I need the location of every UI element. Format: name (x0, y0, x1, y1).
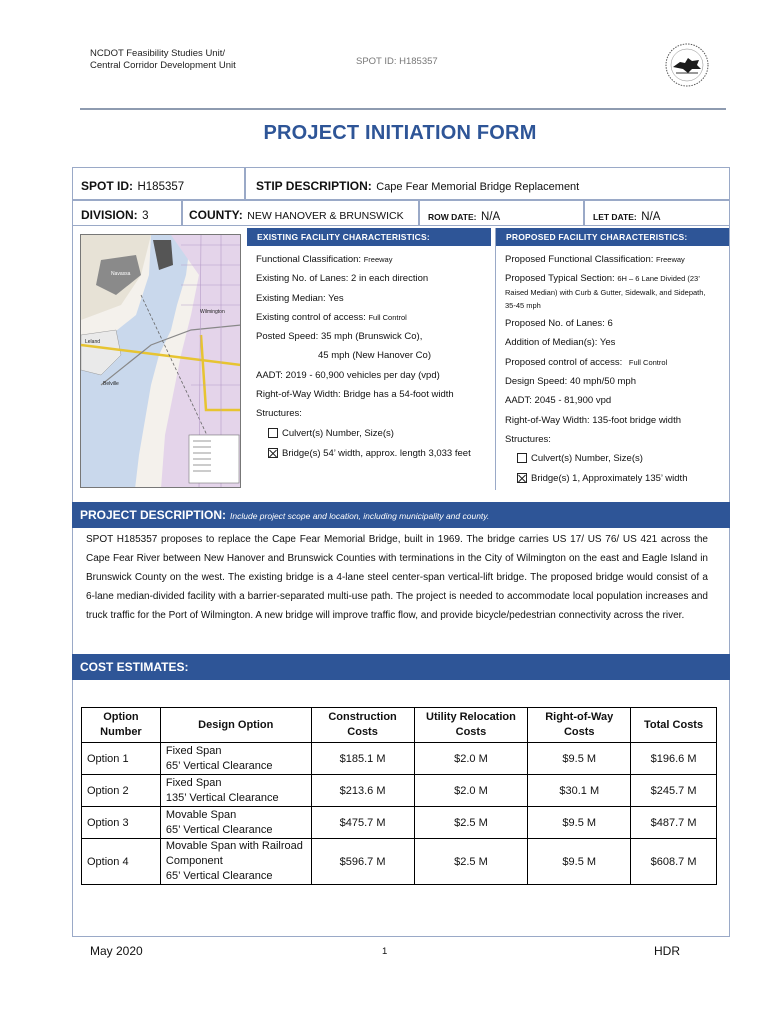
total-cost: $245.7 M (631, 775, 717, 807)
proposed-section-value-3: 35-45 mph (505, 301, 541, 310)
proposed-aadt: AADT: 2045 - 81,900 vpd (505, 395, 612, 406)
utility-cost: $2.0 M (414, 775, 528, 807)
proposed-access (505, 357, 667, 368)
table-row (82, 839, 717, 885)
header-option-number: Option Number (82, 708, 161, 743)
utility-cost: $2.5 M (414, 839, 528, 885)
existing-median: Existing Median: Yes (256, 293, 344, 304)
header-spot-id: SPOT ID: H185357 (356, 56, 438, 67)
proposed-bridge-label: Bridge(s) 1, Approximately 135’ width (531, 473, 688, 484)
proposed-header: PROPOSED FACILITY CHARACTERISTICS: (496, 228, 729, 246)
footer-firm: HDR (654, 944, 680, 958)
proposed-bridge (517, 473, 687, 484)
construction-cost: $475.7 M (311, 807, 414, 839)
header-construction-costs: Construction Costs (311, 708, 414, 743)
existing-access-value: Full Control (368, 313, 407, 322)
row-date-cell (419, 200, 584, 226)
header-design-option: Design Option (160, 708, 311, 743)
option-number: Option 2 (82, 775, 161, 807)
proposed-bridge-checkbox[interactable] (517, 473, 527, 483)
proposed-structures: Structures: (505, 434, 551, 445)
form-title: PROJECT INITIATION FORM (263, 122, 537, 144)
design-option: Movable Span 65’ Vertical Clearance (160, 807, 311, 839)
existing-lanes: Existing No. of Lanes: 2 in each direction (256, 273, 429, 284)
total-cost: $487.7 M (631, 807, 717, 839)
project-description-text: SPOT H185357 proposes to replace the Cape Fear Memorial Bridge, built in 1969. The bridge carries US 17/ US 76/ US 421 across the Cape Fear River between New Hanover and Brunswick Counties with terminations in the City of Wilmington on the east and Eagle Island in Brunswick County on the west. The existing bridge is a 4-lane steel center-span vertical-lift bridge. The proposed bridge would consist of a 6-lane median-divided facility with a barrier-separated multi-use path. The project is needed to accommodate local population increases and truck traffic for the Port of Wilmington. A new bridge will improve traffic flow, and provide bicycle/pedestrian connectivity across the river. (86, 534, 708, 621)
proposed-func-class (505, 254, 685, 265)
construction-cost: $213.6 M (311, 775, 414, 807)
header-rule (80, 108, 726, 110)
existing-structures: Structures: (256, 408, 302, 419)
option-number: Option 3 (82, 807, 161, 839)
design-option: Fixed Span 65’ Vertical Clearance (160, 743, 311, 775)
map-label-leland: Leland (85, 339, 101, 345)
spot-id-label: SPOT ID: (81, 179, 134, 193)
proposed-section-label: Proposed Typical Section: (505, 273, 615, 284)
header-right-of-way-costs: Right-of-Way Costs (528, 708, 631, 743)
header-unit (90, 48, 236, 72)
map-label-wilmington: Wilmington (200, 309, 225, 315)
construction-cost: $185.1 M (311, 743, 414, 775)
right-of-way-cost: $9.5 M (528, 807, 631, 839)
map-graphic (81, 235, 241, 488)
design-option: Movable Span with Railroad Component 65’ Vertical Clearance (160, 839, 311, 885)
existing-bridge-label: Bridge(s) 54’ width, approx. length 3,033 feet (282, 448, 471, 459)
existing-func-class (256, 254, 392, 265)
proposed-median: Addition of Median(s): Yes (505, 337, 616, 348)
table-row (82, 807, 717, 839)
stip-description-label: STIP DESCRIPTION: (256, 179, 372, 193)
table-row (82, 775, 717, 807)
project-description-title: PROJECT DESCRIPTION: (80, 508, 227, 522)
existing-access-label: Existing control of access: (256, 312, 366, 323)
row-date-value: N/A (480, 211, 501, 223)
county-cell (182, 200, 419, 226)
proposed-section-value-1: 6H – 6 Lane Divided (23’ (617, 274, 700, 283)
utility-cost: $2.5 M (414, 807, 528, 839)
existing-row-width: Right-of-Way Width: Bridge has a 54-foot width (256, 389, 454, 400)
footer-date: May 2020 (90, 944, 143, 958)
proposed-func-class-label: Proposed Functional Classification: (505, 254, 654, 265)
existing-culvert-label: Culvert(s) Number, Size(s) (282, 428, 394, 439)
spot-id-value: H185357 (137, 181, 185, 193)
existing-speed-2: 45 mph (New Hanover Co) (318, 350, 431, 361)
header-utility-relocation-costs: Utility Relocation Costs (414, 708, 528, 743)
total-cost: $608.7 M (631, 839, 717, 885)
facility-divider (495, 228, 496, 490)
existing-culvert (268, 428, 394, 439)
right-of-way-cost: $9.5 M (528, 839, 631, 885)
let-date-value: N/A (641, 211, 661, 223)
construction-cost: $596.7 M (311, 839, 414, 885)
proposed-access-value: Full Control (628, 358, 668, 367)
proposed-section-value-2: Raised Median) with Curb & Gutter, Sidewalk, and Sidepath, (505, 288, 706, 297)
proposed-speed: Design Speed: 40 mph/50 mph (505, 376, 636, 387)
map-label-navassa: Navassa (111, 271, 131, 277)
proposed-func-class-value: Freeway (656, 255, 685, 264)
ncdot-seal-icon (664, 42, 710, 88)
proposed-row-width: Right-of-Way Width: 135-foot bridge width (505, 415, 682, 426)
table-row (82, 743, 717, 775)
existing-bridge (268, 448, 471, 459)
county-value: NEW HANOVER & BRUNSWICK (247, 210, 404, 222)
existing-access (256, 312, 407, 323)
spot-id-cell (72, 167, 245, 200)
right-of-way-cost: $30.1 M (528, 775, 631, 807)
header-unit-line2: Central Corridor Development Unit (90, 60, 236, 71)
proposed-access-label: Proposed control of access: (505, 357, 623, 368)
design-option: Fixed Span 135’ Vertical Clearance (160, 775, 311, 807)
existing-aadt: AADT: 2019 - 60,900 vehicles per day (vpd) (256, 370, 440, 381)
option-number: Option 4 (82, 839, 161, 885)
cost-estimates-title: COST ESTIMATES: (80, 660, 189, 674)
proposed-culvert (517, 453, 643, 464)
county-label: COUNTY: (189, 208, 243, 222)
proposed-culvert-label: Culvert(s) Number, Size(s) (531, 453, 643, 464)
proposed-culvert-checkbox[interactable] (517, 453, 527, 463)
stip-description-cell (245, 167, 730, 200)
existing-func-class-label: Functional Classification: (256, 254, 362, 265)
existing-culvert-checkbox[interactable] (268, 428, 278, 438)
project-location-map (80, 234, 241, 488)
header-unit-line1: NCDOT Feasibility Studies Unit/ (90, 48, 225, 59)
proposed-lanes: Proposed No. of Lanes: 6 (505, 318, 613, 329)
stip-description-value: Cape Fear Memorial Bridge Replacement (376, 181, 580, 193)
project-description-hint: Include project scope and location, including municipality and county. (230, 511, 490, 521)
option-number: Option 1 (82, 743, 161, 775)
project-description-bar (72, 502, 730, 528)
cost-estimates-bar (72, 654, 730, 680)
right-of-way-cost: $9.5 M (528, 743, 631, 775)
cost-table-header-row (82, 708, 717, 743)
utility-cost: $2.0 M (414, 743, 528, 775)
cost-estimates-table (81, 707, 717, 885)
let-date-cell (584, 200, 730, 226)
existing-header: EXISTING FACILITY CHARACTERISTICS: (247, 228, 491, 246)
total-cost: $196.6 M (631, 743, 717, 775)
footer-page-number: 1 (382, 946, 388, 957)
existing-bridge-checkbox[interactable] (268, 448, 278, 458)
let-date-label: LET DATE: (593, 212, 637, 222)
existing-func-class-value: Freeway (363, 255, 393, 264)
map-label-belville: Belville (103, 381, 119, 387)
division-cell (72, 200, 182, 226)
row-date-label: ROW DATE: (428, 212, 477, 222)
division-value: 3 (142, 210, 149, 222)
existing-speed-1: Posted Speed: 35 mph (Brunswick Co), (256, 331, 423, 342)
header-total-costs: Total Costs (631, 708, 717, 743)
proposed-section (505, 273, 700, 284)
division-label: DIVISION: (81, 208, 138, 222)
